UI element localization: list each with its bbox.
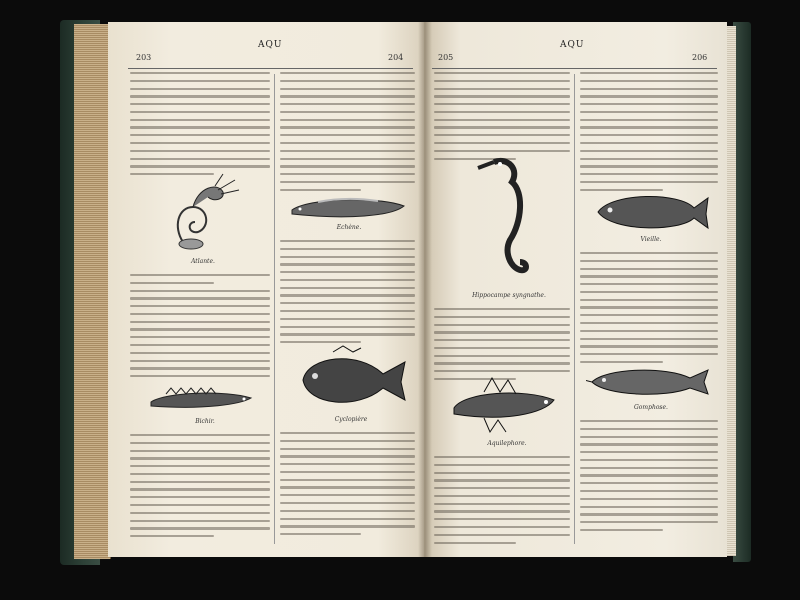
text-column-right-1-bottom: [434, 456, 570, 549]
text-column-left-2-middle: [280, 240, 415, 349]
echene-illustration: [288, 192, 408, 224]
vieille-illustration: [590, 188, 710, 236]
text-column-left-1-bottom: [130, 434, 270, 543]
right-page: [424, 22, 727, 557]
bichir-illustration: [146, 382, 256, 417]
caption-vieille: Vieille.: [640, 236, 662, 243]
text-column-left-2-bottom: [280, 432, 415, 541]
caption-gomphose: Gomphose.: [634, 404, 668, 411]
text-column-left-2-top: [280, 72, 415, 197]
caption-atlante: Atlante.: [191, 258, 215, 265]
caption-aquilephore: Aquilephore.: [487, 440, 527, 447]
page-number-left-col1: 203: [136, 53, 152, 62]
text-column-left-1-middle: [130, 274, 270, 383]
column-rule-right: [574, 74, 575, 544]
aquilephore-illustration: [444, 374, 564, 438]
caption-hippocampe: Hippocampe syngnathe.: [472, 292, 546, 299]
text-column-right-2-bottom: [580, 420, 718, 537]
running-head-right: AQU: [560, 40, 585, 50]
header-rule-right: [432, 68, 717, 69]
running-head-left: AQU: [258, 40, 283, 50]
page-number-left-col2: 204: [388, 53, 404, 62]
left-page: [108, 22, 426, 557]
atlante-illustration: [163, 172, 243, 257]
hippocampe-illustration: [464, 152, 544, 292]
caption-cyclopiere: Cyclopière: [334, 416, 368, 423]
text-column-right-2-middle: [580, 252, 718, 369]
text-column-left-1-top: [130, 72, 270, 181]
caption-echene: Echène.: [336, 224, 362, 231]
text-column-right-2-top: [580, 72, 718, 197]
page-number-right-col2: 206: [692, 53, 708, 62]
gomphose-illustration: [586, 362, 711, 402]
page-number-right-col1: 205: [438, 53, 454, 62]
header-rule-left: [128, 68, 413, 69]
caption-bichir: Bichir.: [195, 418, 215, 425]
page-edges-left: [74, 24, 111, 559]
book-gutter: [418, 22, 432, 557]
column-rule-left: [274, 74, 275, 544]
cyclopiere-illustration: [293, 344, 408, 416]
